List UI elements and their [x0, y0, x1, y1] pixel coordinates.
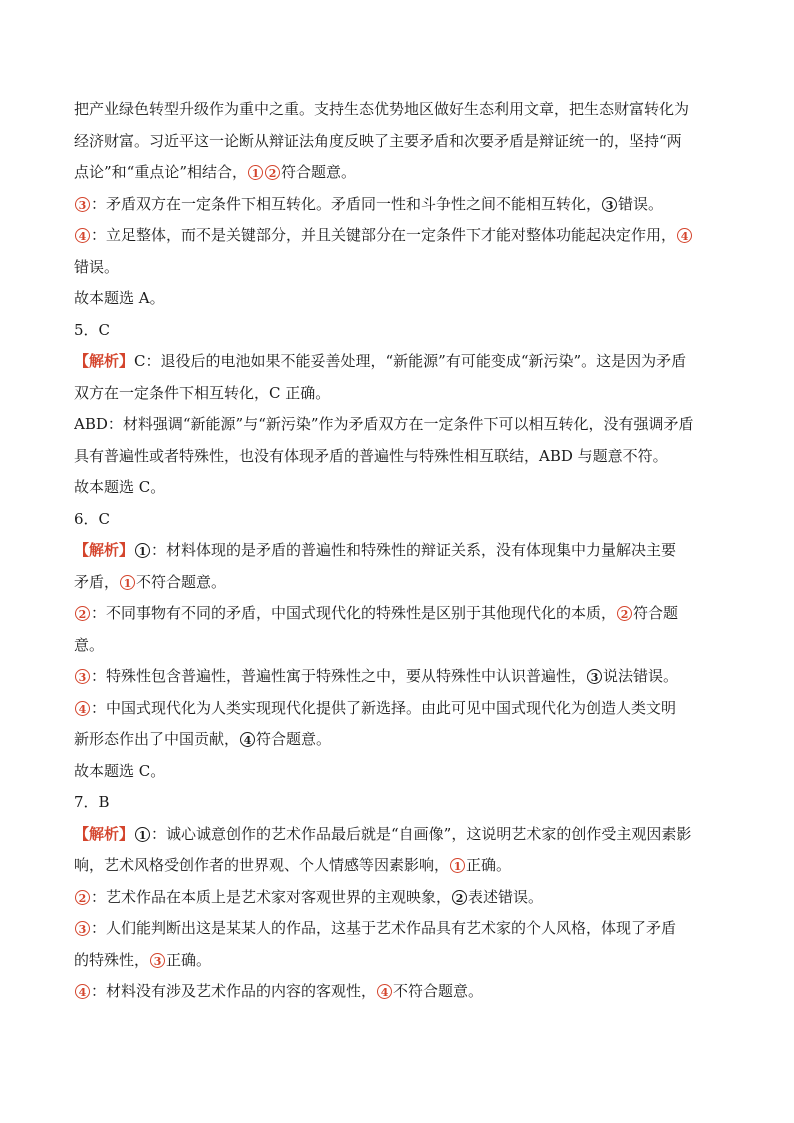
- circled-number-4: 4: [240, 732, 255, 747]
- analysis-tag: 【解析】: [74, 541, 135, 559]
- text-line: [74, 976, 724, 1008]
- text: ：诚心诚意创作的艺术作品最后就是“自画像”，这说明艺术家的创作受主观因素影: [151, 824, 692, 843]
- circled-number-2: 2: [265, 165, 280, 180]
- text: ：材料没有涉及艺术作品的内容的客观性，: [91, 982, 377, 1000]
- text-line: [74, 157, 724, 189]
- text-line: [74, 850, 724, 882]
- text: 把产业绿色转型升级作为重中之重。支持生态优势地区做好生态利用文章，把生态财富转化为: [74, 100, 690, 118]
- circled-number-3: 3: [587, 669, 602, 684]
- text: 7．B: [74, 793, 110, 811]
- text: 点论”和“重点论”相结合，: [74, 163, 248, 181]
- text: 6．C: [74, 509, 111, 528]
- text: 响，艺术风格受创作者的世界观、个人情感等因素影响，: [74, 856, 450, 874]
- text: 不符合题意。: [393, 982, 484, 1000]
- text-line: [74, 819, 724, 851]
- text: ：中国式现代化为人类实现现代化提供了新选择。由此可见中国式现代化为创造人类文明: [91, 698, 677, 717]
- text: 的特殊性，: [74, 950, 150, 969]
- circled-number-1: 1: [120, 575, 135, 590]
- text-line: [74, 913, 724, 945]
- text-line: [74, 441, 724, 473]
- text: 正确。: [466, 856, 512, 874]
- text: ：特殊性包含普遍性，普遍性寓于特殊性之中，要从特殊性中认识普遍性，: [91, 667, 587, 685]
- analysis-tag: 【解析】: [74, 352, 135, 370]
- question-number: [74, 787, 724, 819]
- text-line: [74, 378, 724, 410]
- circled-number-2: 2: [75, 890, 90, 905]
- document-body: [74, 94, 724, 1008]
- question-number: [74, 504, 724, 536]
- text-line: [74, 220, 724, 252]
- circled-number-4: 4: [75, 701, 90, 716]
- answer-conclusion: 故本题选 C。: [74, 478, 166, 496]
- text: 错误。: [74, 257, 120, 276]
- text: 新形态作出了中国贡献，: [74, 730, 240, 748]
- text-line: [74, 724, 724, 756]
- text: 错误。: [618, 194, 664, 213]
- circled-number-3: 3: [602, 197, 617, 212]
- text-line: [74, 535, 724, 567]
- text-line: [74, 661, 724, 693]
- text-line: [74, 94, 724, 126]
- text: 符合题意。: [256, 730, 332, 748]
- text-line: [74, 283, 724, 315]
- text-line: [74, 756, 724, 788]
- circled-number-1: 1: [135, 827, 150, 842]
- text-line: [74, 945, 724, 977]
- text-line: [74, 693, 724, 725]
- circled-number-1: 1: [135, 543, 150, 558]
- text-line: [74, 189, 724, 221]
- circled-number-4: 4: [677, 228, 692, 243]
- text-line: [74, 126, 724, 158]
- text: 矛盾，: [74, 572, 120, 591]
- text-line: [74, 346, 724, 378]
- text: 双方在一定条件下相互转化，C 正确。: [74, 383, 331, 402]
- circled-number-3: 3: [75, 921, 90, 936]
- text: 不符合题意。: [136, 572, 227, 591]
- circled-number-3: 3: [75, 197, 90, 212]
- text: 说法错误。: [603, 667, 679, 685]
- text: ：人们能判断出这是某某人的作品，这基于艺术作品具有艺术家的个人风格，体现了矛盾: [91, 919, 677, 937]
- text: 符合题意。: [281, 163, 357, 181]
- text: 符合题: [633, 604, 679, 622]
- text: ：材料体现的是矛盾的普遍性和特殊性的辩证关系，没有体现集中力量解决主要: [151, 541, 677, 559]
- circled-number-4: 4: [75, 228, 90, 243]
- text: 正确。: [166, 950, 212, 969]
- text: ：不同事物有不同的矛盾，中国式现代化的特殊性是区别于其他现代化的本质，: [91, 604, 617, 622]
- text-line: [74, 252, 724, 284]
- text: 表述错误。: [468, 887, 544, 906]
- text: 具有普遍性或者特殊性，也没有体现矛盾的普遍性与特殊性相互联结，ABD 与题意不符。: [74, 446, 668, 465]
- answer-conclusion: 故本题选 A。: [74, 289, 165, 307]
- text-line: [74, 409, 724, 441]
- circled-number-2: 2: [75, 606, 90, 621]
- circled-number-4: 4: [75, 984, 90, 999]
- text-line: [74, 882, 724, 914]
- text-line: [74, 472, 724, 504]
- text-line: [74, 567, 724, 599]
- analysis-tag: 【解析】: [74, 824, 135, 843]
- text: C：退役后的电池如果不能妥善处理，“新能源”有可能变成“新污染”。这是因为矛盾: [134, 352, 687, 370]
- circled-number-2: 2: [617, 606, 632, 621]
- circled-number-2: 2: [452, 890, 467, 905]
- text: 意。: [74, 635, 105, 654]
- question-number: [74, 315, 724, 347]
- circled-number-4: 4: [377, 984, 392, 999]
- text: ABD：材料强调“新能源”与“新污染”作为矛盾双方在一定条件下可以相互转化，没有强调矛盾: [74, 415, 694, 433]
- text: ：立足整体，而不是关键部分，并且关键部分在一定条件下才能对整体功能起决定作用，: [91, 226, 677, 244]
- circled-number-1: 1: [248, 165, 263, 180]
- circled-number-1: 1: [450, 858, 465, 873]
- text-line: [74, 630, 724, 662]
- text: 经济财富。习近平这一论断从辩证法角度反映了主要矛盾和次要矛盾是辩证统一的，坚持“两: [74, 131, 682, 150]
- text-line: [74, 598, 724, 630]
- text: ：矛盾双方在一定条件下相互转化。矛盾同一性和斗争性之间不能相互转化，: [91, 194, 602, 213]
- answer-conclusion: 故本题选 C。: [74, 761, 166, 780]
- circled-number-3: 3: [150, 953, 165, 968]
- circled-number-3: 3: [75, 669, 90, 684]
- text: ：艺术作品在本质上是艺术家对客观世界的主观映象，: [91, 887, 452, 906]
- text: 5．C: [74, 320, 111, 339]
